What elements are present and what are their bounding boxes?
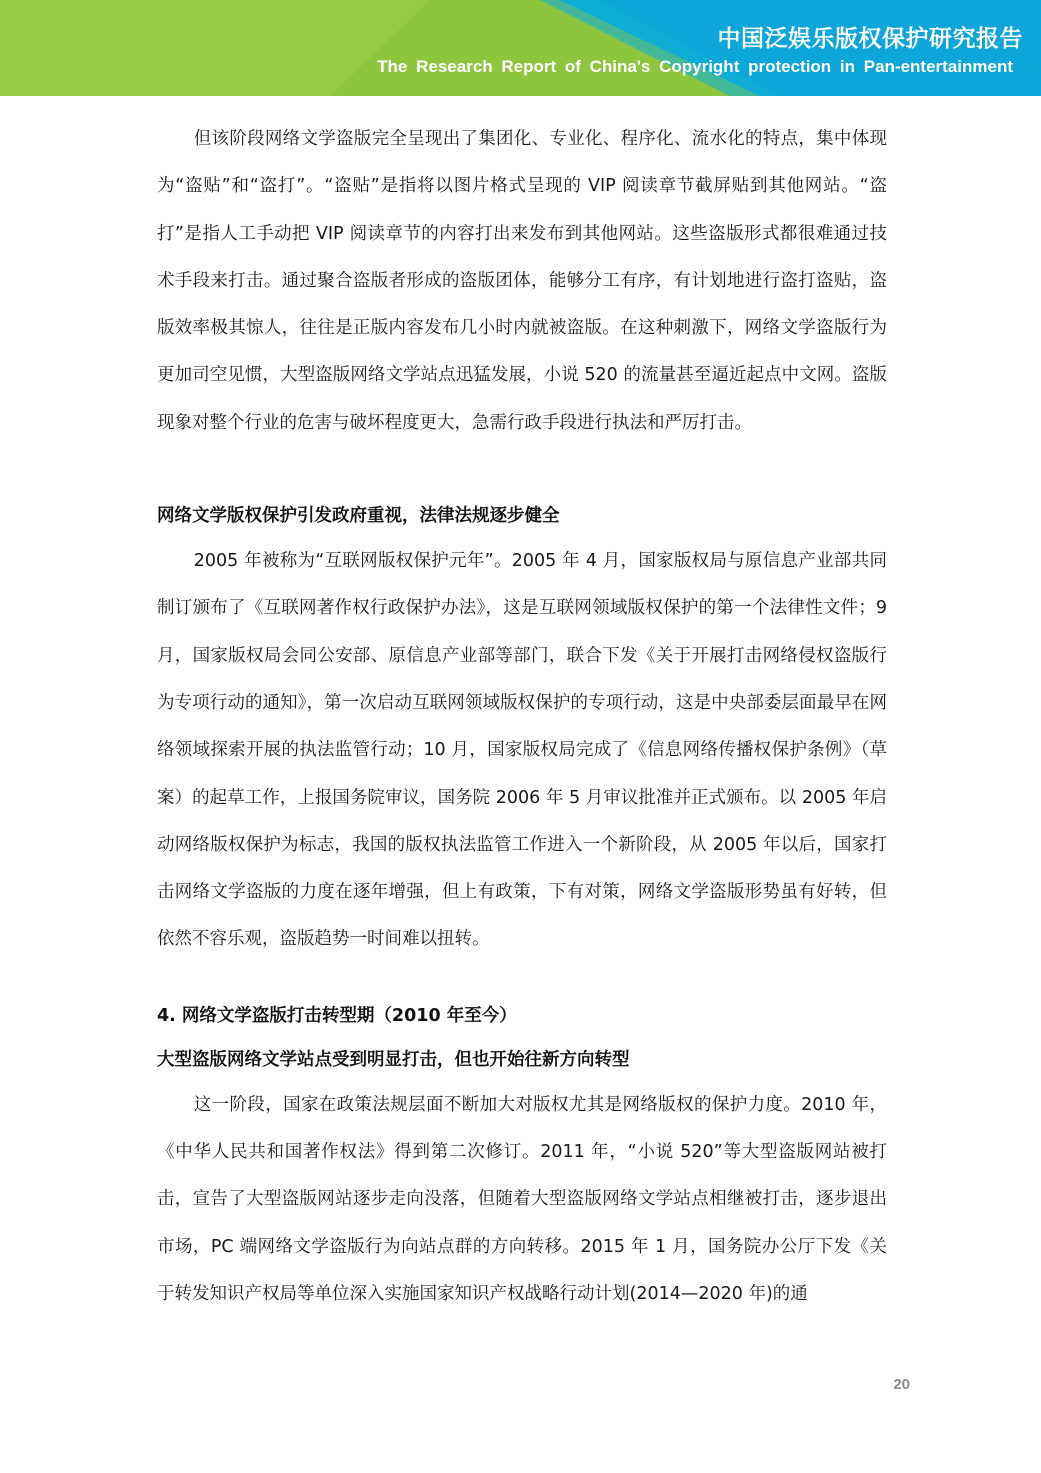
page-number: 20 [893,1376,910,1393]
section-heading-transition-period: 4. 网络文学盗版打击转型期（2010 年至今） [157,1005,517,1026]
section-heading-government-attention: 网络文学版权保护引发政府重视，法律法规逐步健全 [157,506,560,527]
paragraph-copyright-year-2005: 2005 年被称为“互联网版权保护元年”。2005 年 4 月，国家版权局与原信息产业部共同制订颁布了《互联网著作权行政保护办法》，这是互联网领域版权保护的第一个法律性文件；9 月，国家版权局会同公安部、原信息产业部等部门，联合下发《关于开展打击网络侵权盗版行为专项行动的通知》，第一次启动互联网领域版权保护的专项行动，这是中央部委层面最早在网络领域探索开展的执法监管行动；10 月，国家版权局完成了《信息网络传播权保护条例》（草案）的起草工作，上报国务院审议，国务院 2006 年 5 月审议批准并正式颁布。以 2005 年启动网络版权保护为标志，我国的版权执法监管工作进入一个新阶段，从 2005 年以后，国家打击网络文学盗版的力度在逐年增强，但上有政策，下有对策，网络文学盗版形势虽有好转，但依然不容乐观，盗版趋势一时间难以扭转。 [157,551,887,950]
paragraph-piracy-characteristics: 但该阶段网络文学盗版完全呈现出了集团化、专业化、程序化、流水化的特点，集中体现为“盗贴”和“盗打”。“盗贴”是指将以图片格式呈现的 VIP 阅读章节截屏贴到其他网站。“盗打”是指人工手动把 VIP 阅读章节的内容打出来发布到其他网站。这些盗版形式都很难通过技术手段来打击。通过聚合盗版者形成的盗版团体，能够分工有序，有计划地进行盗打盗贴，盗版效率极其惊人，往往是正版内容发布几小时内就被盗版。在这种刺激下，网络文学盗版行为更加司空见惯，大型盗版网络文学站点迅猛发展，小说 520 的流量甚至逼近起点中文网。盗版现象对整个行业的危害与破坏程度更大，急需行政手段进行执法和严厉打击。 [157,129,887,433]
main-content [157,116,887,1318]
subheading-new-direction: 大型盗版网络文学站点受到明显打击，但也开始往新方向转型 [157,1049,630,1070]
report-title-cn: 中国泛娱乐版权保护研究报告 [717,26,1023,52]
header-banner [0,0,1041,96]
paragraph-policy-strengthening: 这一阶段，国家在政策法规层面不断加大对版权尤其是网络版权的保护力度。2010 年，《中华人民共和国著作权法》得到第二次修订。2011 年，“小说 520”等大型盗版网站被打击，宣告了大型盗版网站逐步走向没落，但随着大型盗版网络文学站点相继被打击，逐步退出市场，PC 端网络文学盗版行为向站点群的方向转移。2015 年 1 月，国务院办公厅下发《关于转发知识产权局等单位深入实施国家知识产权战略行动计划(2014—2020 年)的通 [157,1094,887,1304]
report-title-en: The Research Report of China's Copyright protection in Pan-entertainment [377,57,1013,76]
